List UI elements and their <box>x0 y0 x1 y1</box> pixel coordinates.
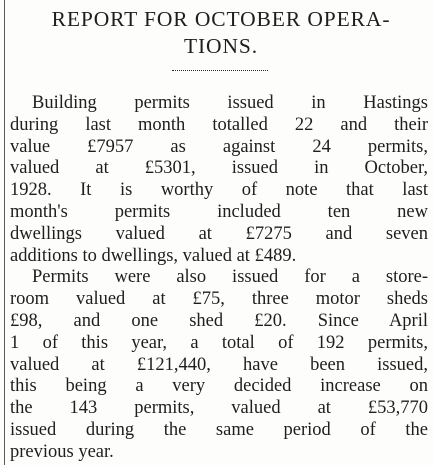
article-headline <box>12 6 430 60</box>
article-line: month's permits included ten new <box>10 201 428 222</box>
article-line: value £7957 as against 24 permits, <box>10 136 428 157</box>
dotted-separator <box>172 70 268 71</box>
article-line: Building permits issued in Hastings <box>32 93 428 113</box>
article-line: previous year. <box>10 441 114 462</box>
article-line: 1928. It is worthy of note that last <box>10 180 428 201</box>
article-line: £98, and one shed £20. Since April <box>10 310 428 331</box>
article-line: dwellings valued at £7275 and seven <box>10 223 428 244</box>
article-line: during last month totalled 22 and their <box>10 114 428 135</box>
article-line: the 143 permits, valued at £53,770 <box>10 398 428 419</box>
article-line: room valued at £75, three motor sheds <box>10 289 428 310</box>
article-line: this being a very decided increase on <box>10 376 428 397</box>
article-line: valued at £5301, issued in October, <box>10 158 428 179</box>
article-body <box>10 93 428 464</box>
article-line: Permits were also issued for a store- <box>32 267 428 288</box>
article-line: 1 of this year, a total of 192 permits, <box>10 332 428 353</box>
headline-line-2: TIONS. <box>183 34 259 58</box>
article-line: valued at £121,440, have been issued, <box>10 354 428 375</box>
headline-line-1: REPORT FOR OCTOBER OPERA- <box>51 7 391 31</box>
article-line: issued during the same period of the <box>10 419 428 440</box>
article-line: additions to dwellings, valued at £489. <box>10 245 297 266</box>
column-rule <box>4 0 5 465</box>
